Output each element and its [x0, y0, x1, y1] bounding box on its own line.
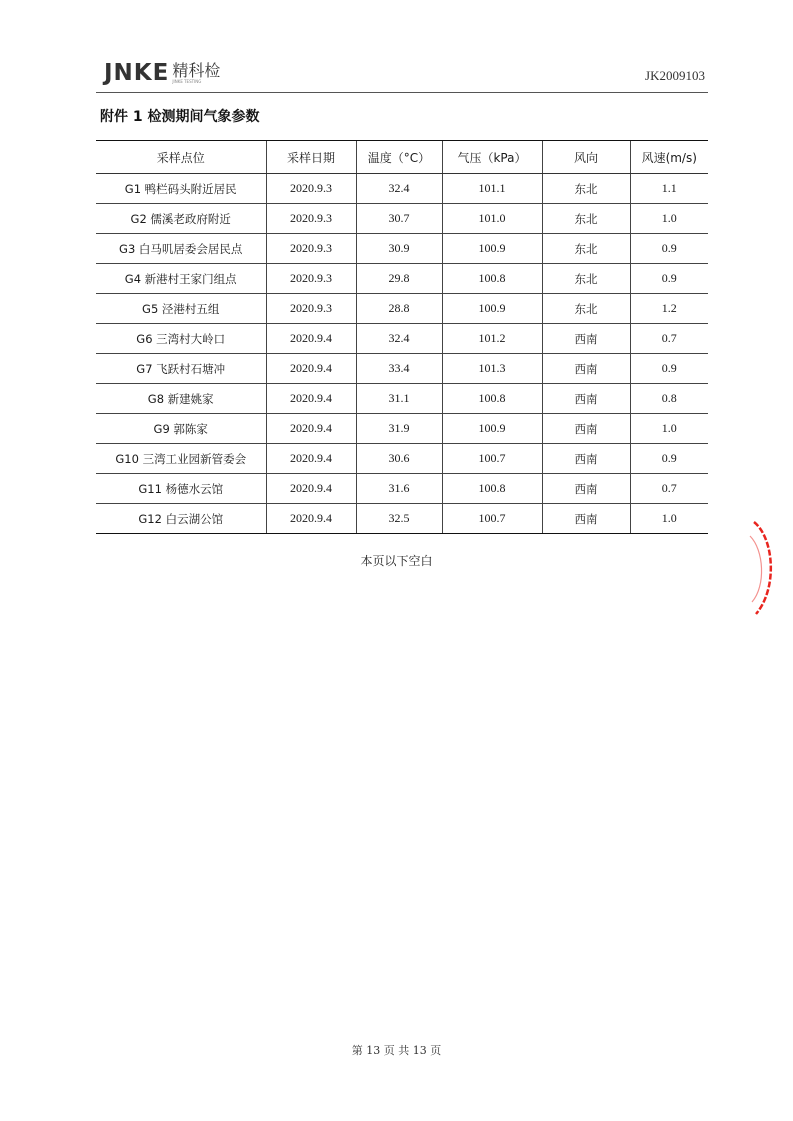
table-row: [96, 324, 708, 354]
cell-sampling-date: 2020.9.3: [266, 174, 356, 204]
table-row: [96, 264, 708, 294]
column-header-wind-speed: 风速(m/s): [630, 141, 708, 174]
logo-chinese-name: 精科检: [172, 61, 221, 80]
cell-wind-speed: 0.9: [630, 264, 708, 294]
cell-pressure: 100.8: [442, 264, 542, 294]
table-row: [96, 294, 708, 324]
cell-sampling-date: 2020.9.3: [266, 294, 356, 324]
table-row: [96, 174, 708, 204]
cell-temperature: 31.1: [356, 384, 442, 414]
seal-inner-arc: [750, 536, 762, 602]
cell-temperature: 31.6: [356, 474, 442, 504]
table-row: [96, 354, 708, 384]
cell-temperature: 31.9: [356, 414, 442, 444]
document-number: JK2009103: [645, 68, 705, 83]
cell-pressure: 100.8: [442, 474, 542, 504]
table-row: [96, 444, 708, 474]
cell-sampling-date: 2020.9.4: [266, 324, 356, 354]
logo-subtitle: JINKE TESTING: [172, 79, 202, 84]
table-body: [96, 174, 708, 534]
cell-temperature: 32.4: [356, 174, 442, 204]
cell-wind-speed: 0.7: [630, 324, 708, 354]
logo-wordmark: JNKE: [104, 60, 170, 86]
seal-stamp-edge: [748, 518, 793, 618]
cell-temperature: 29.8: [356, 264, 442, 294]
cell-sampling-site: G2 儒溪老政府附近: [96, 204, 266, 234]
cell-sampling-date: 2020.9.3: [266, 234, 356, 264]
cell-sampling-site: G6 三湾村大岭口: [96, 324, 266, 354]
cell-pressure: 100.9: [442, 414, 542, 444]
cell-sampling-date: 2020.9.4: [266, 384, 356, 414]
cell-pressure: 100.9: [442, 234, 542, 264]
cell-wind-direction: 西南: [542, 474, 630, 504]
cell-wind-speed: 1.0: [630, 204, 708, 234]
blank-page-note: 本页以下空白: [360, 554, 433, 568]
logo-cn-block: [172, 62, 220, 84]
column-header-sampling-date: 采样日期: [266, 141, 356, 174]
table-row: [96, 414, 708, 444]
cell-wind-speed: 1.0: [630, 504, 708, 534]
cell-wind-speed: 1.2: [630, 294, 708, 324]
cell-temperature: 33.4: [356, 354, 442, 384]
cell-pressure: 101.2: [442, 324, 542, 354]
weather-parameters-table: [96, 140, 708, 534]
cell-sampling-site: G1 鸭栏码头附近居民: [96, 174, 266, 204]
cell-wind-direction: 西南: [542, 324, 630, 354]
seal-arc: [754, 522, 771, 614]
cell-pressure: 101.1: [442, 174, 542, 204]
table-row: [96, 384, 708, 414]
cell-pressure: 100.7: [442, 504, 542, 534]
cell-pressure: 101.0: [442, 204, 542, 234]
cell-sampling-date: 2020.9.4: [266, 414, 356, 444]
cell-temperature: 28.8: [356, 294, 442, 324]
cell-wind-speed: 0.9: [630, 354, 708, 384]
cell-sampling-date: 2020.9.4: [266, 354, 356, 384]
cell-wind-direction: 西南: [542, 384, 630, 414]
cell-sampling-site: G5 泾港村五组: [96, 294, 266, 324]
cell-temperature: 30.9: [356, 234, 442, 264]
cell-sampling-site: G12 白云湖公馆: [96, 504, 266, 534]
cell-wind-direction: 西南: [542, 414, 630, 444]
cell-wind-speed: 1.1: [630, 174, 708, 204]
cell-sampling-date: 2020.9.4: [266, 504, 356, 534]
cell-sampling-date: 2020.9.3: [266, 204, 356, 234]
table-header-row: [96, 141, 708, 174]
table-row: [96, 204, 708, 234]
cell-wind-speed: 1.0: [630, 414, 708, 444]
cell-sampling-site: G3 白马叽居委会居民点: [96, 234, 266, 264]
cell-sampling-date: 2020.9.4: [266, 444, 356, 474]
cell-wind-speed: 0.8: [630, 384, 708, 414]
cell-wind-speed: 0.9: [630, 234, 708, 264]
cell-pressure: 101.3: [442, 354, 542, 384]
cell-sampling-site: G8 新建姚家: [96, 384, 266, 414]
cell-sampling-site: G4 新港村王家门组点: [96, 264, 266, 294]
column-header-temperature: 温度（°C）: [356, 141, 442, 174]
header-divider: [96, 92, 708, 93]
table-row: [96, 234, 708, 264]
cell-wind-direction: 西南: [542, 444, 630, 474]
cell-wind-direction: 东北: [542, 294, 630, 324]
section-title: 附件 1 检测期间气象参数: [100, 109, 260, 125]
cell-wind-direction: 东北: [542, 174, 630, 204]
cell-pressure: 100.9: [442, 294, 542, 324]
cell-wind-direction: 东北: [542, 204, 630, 234]
company-logo: [104, 62, 220, 84]
table-row: [96, 504, 708, 534]
cell-wind-speed: 0.7: [630, 474, 708, 504]
cell-wind-direction: 东北: [542, 264, 630, 294]
cell-sampling-site: G11 杨德水云馆: [96, 474, 266, 504]
cell-temperature: 30.6: [356, 444, 442, 474]
cell-wind-direction: 西南: [542, 504, 630, 534]
cell-temperature: 30.7: [356, 204, 442, 234]
cell-sampling-site: G10 三湾工业园新管委会: [96, 444, 266, 474]
cell-sampling-date: 2020.9.4: [266, 474, 356, 504]
cell-temperature: 32.4: [356, 324, 442, 354]
table-row: [96, 474, 708, 504]
cell-wind-direction: 西南: [542, 354, 630, 384]
column-header-pressure: 气压（kPa）: [442, 141, 542, 174]
cell-sampling-site: G9 郭陈家: [96, 414, 266, 444]
cell-sampling-date: 2020.9.3: [266, 264, 356, 294]
page-number: 第 13 页 共 13 页: [351, 1044, 442, 1057]
cell-sampling-site: G7 飞跃村石塘冲: [96, 354, 266, 384]
cell-pressure: 100.8: [442, 384, 542, 414]
cell-pressure: 100.7: [442, 444, 542, 474]
cell-wind-speed: 0.9: [630, 444, 708, 474]
cell-temperature: 32.5: [356, 504, 442, 534]
cell-wind-direction: 东北: [542, 234, 630, 264]
column-header-wind-direction: 风向: [542, 141, 630, 174]
column-header-sampling-site: 采样点位: [96, 141, 266, 174]
